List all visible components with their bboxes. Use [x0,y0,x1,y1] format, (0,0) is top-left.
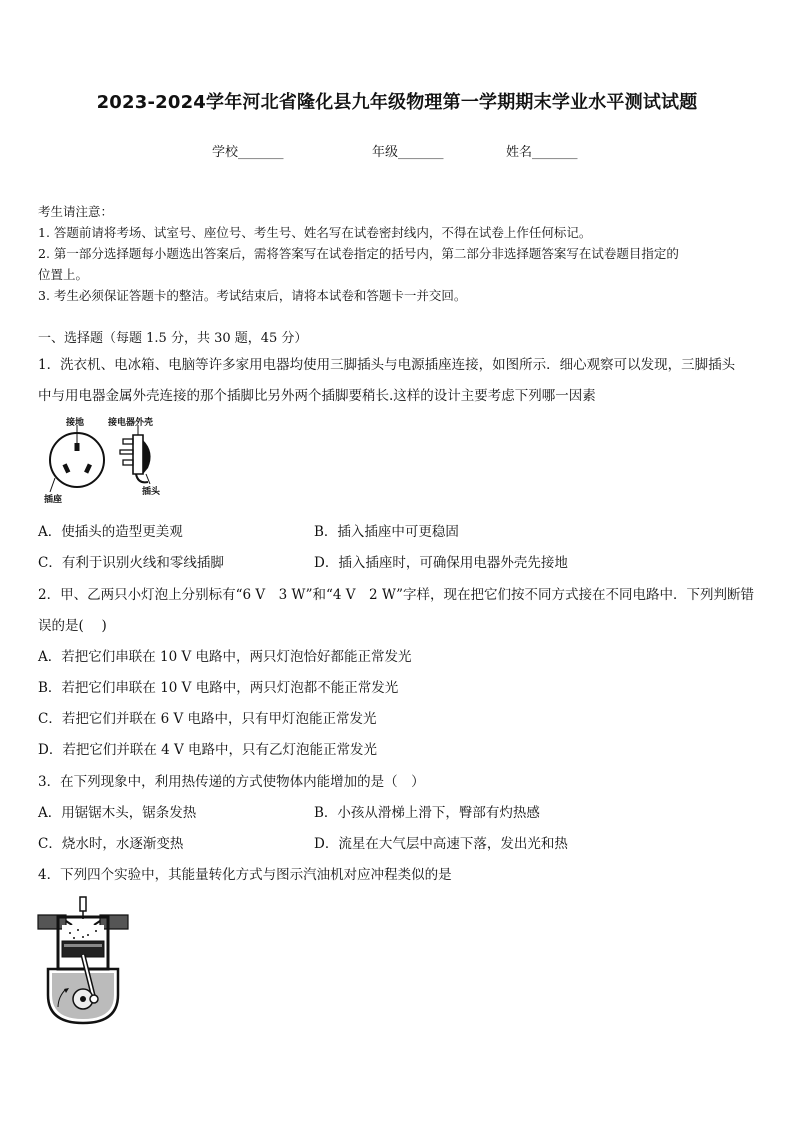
gasoline-engine-icon [36,895,136,1027]
q1-stem-line1: 1．洗衣机、电冰箱、电脑等许多家用电器均使用三脚插头与电源插座连接，如图所示．细心观察可以发现，三脚插头 [38,357,736,373]
fig-label-case: 接电器外壳 [108,418,154,428]
q2-option-c: C．若把它们并联在 6 V 电路中，只有甲灯泡能正常发光 [38,711,377,727]
q3-option-c: C．烧水时，水逐渐变热 [38,836,184,852]
q2-option-b: B．若把它们串联在 10 V 电路中，两只灯泡都不能正常发光 [38,680,399,696]
school-field: 学校_______ [212,145,284,160]
q2-option-a: A．若把它们串联在 10 V 电路中，两只灯泡恰好都能正常发光 [38,649,412,665]
q2-option-d: D．若把它们并联在 4 V 电路中，只有乙灯泡能正常发光 [38,742,378,758]
engine-cylinder-figure [36,895,136,1027]
name-field: 姓名_______ [506,145,578,160]
q3-option-a: A．用锯锯木头，锯条发热 [38,805,197,821]
section-heading: 一、选择题（每题 1.5 分，共 30 题，45 分） [38,331,308,346]
notice-item-1: 1. 答题前请将考场、试室号、座位号、考生号、姓名写在试卷密封线内，不得在试卷上作任何标记。 [38,225,592,240]
q1-stem-line2: 中与用电器金属外壳连接的那个插脚比另外两个插脚要稍长.这样的设计主要考虑下列哪一因素 [38,388,596,404]
q3-option-d: D．流星在大气层中高速下落，发出光和热 [314,836,568,852]
q2-stem-line2: 误的是( ) [38,618,107,634]
notice-item-3: 3. 考生必须保证答题卡的整洁。考试结束后，请将本试卷和答题卡一并交回。 [38,288,467,303]
q1-option-d: D．插入插座时，可确保用电器外壳先接地 [314,555,568,571]
notice-item-2-cont: 位置上。 [38,267,89,282]
q1-option-a: A．使插头的造型更美观 [38,524,183,540]
q4-stem: 4．下列四个实验中，其能量转化方式与图示汽油机对应冲程类似的是 [38,867,452,883]
fig-label-plug: 插头 [142,487,161,497]
page-title: 2023-2024学年河北省隆化县九年级物理第一学期期末学业水平测试试题 [96,92,698,113]
q3-stem: 3．在下列现象中，利用热传递的方式使物体内能增加的是（ ） [38,774,425,790]
fig-label-ground: 接地 [66,418,85,428]
q1-option-c: C．有利于识别火线和零线插脚 [38,555,224,571]
q2-stem-line1: 2．甲、乙两只小灯泡上分别标有“6 V 3 W”和“4 V 2 W”字样，现在把它们按不同方式接在不同电路中．下列判断错 [38,587,754,603]
notice-item-2: 2. 第一部分选择题每小题选出答案后，需将答案写在试卷指定的括号内，第二部分非选择题答案写在试卷题目指定的 [38,246,679,261]
q3-option-b: B．小孩从滑梯上滑下，臀部有灼热感 [314,805,540,821]
fig-label-socket: 插座 [44,495,63,505]
notice-heading: 考生请注意： [38,204,114,219]
plug-socket-figure [40,412,170,504]
q1-option-b: B．插入插座中可更稳固 [314,524,459,540]
grade-field: 年级_______ [372,145,444,160]
